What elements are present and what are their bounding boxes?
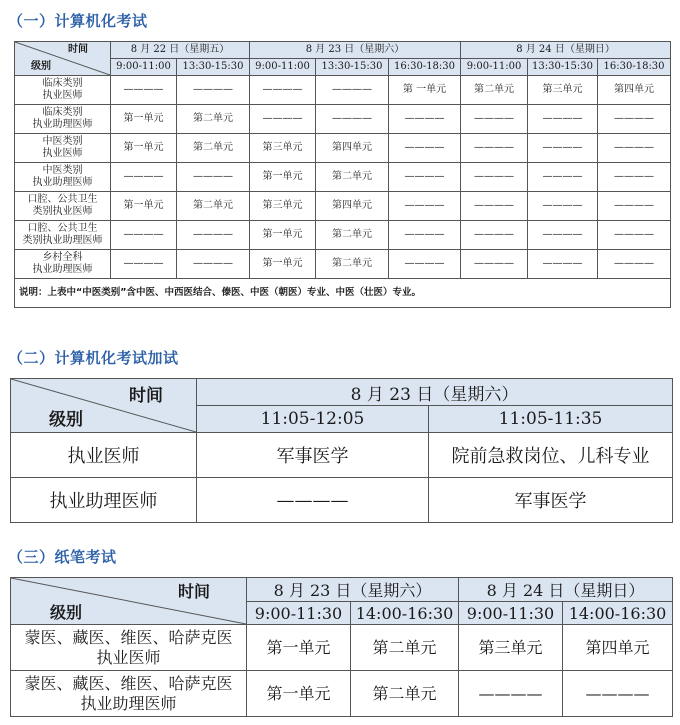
exam-cell: ———— bbox=[250, 105, 316, 134]
level-cell bbox=[15, 192, 111, 221]
exam-cell: ———— bbox=[563, 671, 673, 717]
exam-cell: 第二单元 bbox=[177, 105, 250, 134]
exam-cell: ———— bbox=[177, 76, 250, 105]
exam-cell: 第四单元 bbox=[598, 76, 671, 105]
level-cell bbox=[15, 163, 111, 192]
date-header: 8 月 24 日（星期日） bbox=[461, 42, 671, 59]
time-header: 16:30-18:30 bbox=[389, 59, 461, 76]
exam-cell: ———— bbox=[528, 105, 598, 134]
exam-cell: ———— bbox=[389, 192, 461, 221]
time-header: 13:30-15:30 bbox=[316, 59, 389, 76]
exam-cell: ———— bbox=[111, 163, 177, 192]
exam-cell: ———— bbox=[459, 671, 563, 717]
exam-cell: 第一单元 bbox=[250, 163, 316, 192]
level-line: 口腔、公共卫生 bbox=[27, 223, 98, 234]
exam-cell: 第四单元 bbox=[316, 134, 389, 163]
exam-cell: ———— bbox=[389, 250, 461, 279]
exam-cell: 第二单元 bbox=[351, 671, 459, 717]
level-cell bbox=[11, 671, 247, 717]
header-time: 时间 bbox=[129, 386, 163, 406]
exam-cell: ———— bbox=[389, 105, 461, 134]
section1-title: （一）计算机化考试 bbox=[8, 12, 148, 30]
exam-cell: ———— bbox=[389, 134, 461, 163]
exam-cell: ———— bbox=[316, 105, 389, 134]
level-line: 临床类别 bbox=[42, 78, 83, 89]
time-header: 9:00-11:30 bbox=[459, 602, 563, 625]
exam-cell: 第四单元 bbox=[316, 192, 389, 221]
exam-cell: 院前急救岗位、儿科专业 bbox=[429, 433, 673, 478]
exam-cell: ———— bbox=[316, 76, 389, 105]
exam-cell: ———— bbox=[461, 221, 528, 250]
exam-cell: ———— bbox=[461, 105, 528, 134]
time-header: 16:30-18:30 bbox=[598, 59, 671, 76]
exam-cell: ———— bbox=[250, 76, 316, 105]
level-line: 蒙医、藏医、维医、哈萨克医 bbox=[24, 627, 233, 647]
exam-cell: ———— bbox=[461, 192, 528, 221]
table-row bbox=[15, 134, 671, 163]
table-row bbox=[11, 671, 673, 717]
exam-cell: ———— bbox=[461, 134, 528, 163]
exam-cell: ———— bbox=[528, 250, 598, 279]
exam-cell: ———— bbox=[177, 221, 250, 250]
exam-cell: 第一单元 bbox=[111, 134, 177, 163]
time-header: 13:30-15:30 bbox=[177, 59, 250, 76]
date-header: 8 月 23 日（星期六） bbox=[197, 379, 673, 406]
exam-cell: ———— bbox=[598, 250, 671, 279]
level-line: 中医类别 bbox=[42, 136, 83, 147]
level-cell bbox=[15, 134, 111, 163]
time-header: 14:00-16:30 bbox=[563, 602, 673, 625]
date-header: 8 月 24 日（星期日） bbox=[459, 578, 673, 602]
time-header: 13:30-15:30 bbox=[528, 59, 598, 76]
exam-cell: 第一单元 bbox=[247, 671, 351, 717]
exam-cell: 第四单元 bbox=[563, 625, 673, 671]
exam-cell: ———— bbox=[389, 163, 461, 192]
level-line: 执业医师 bbox=[42, 90, 83, 101]
section3-title: （三）纸笔考试 bbox=[8, 548, 117, 566]
exam-cell: 第一单元 bbox=[250, 250, 316, 279]
exam-cell: 第二单元 bbox=[316, 250, 389, 279]
exam-cell: ———— bbox=[528, 134, 598, 163]
level-line: 临床类别 bbox=[42, 107, 83, 118]
exam-cell: ———— bbox=[598, 134, 671, 163]
time-header: 14:00-16:30 bbox=[351, 602, 459, 625]
computer-exam-table bbox=[14, 41, 671, 308]
level-cell: 执业医师 bbox=[11, 433, 197, 478]
time-header: 11:05-11:35 bbox=[429, 406, 673, 433]
exam-cell: ———— bbox=[461, 250, 528, 279]
table-row bbox=[15, 192, 671, 221]
exam-cell: 第 一单元 bbox=[389, 76, 461, 105]
exam-cell: 第二单元 bbox=[316, 221, 389, 250]
table-row bbox=[15, 76, 671, 105]
exam-cell: 第一单元 bbox=[250, 221, 316, 250]
paper-exam-table bbox=[10, 577, 673, 717]
table-note: 说明：上表中“中医类别”含中医、中西医结合、傣医、中医（朝医）专业、中医（壮医）专业。 bbox=[15, 279, 671, 308]
exam-cell: ———— bbox=[598, 221, 671, 250]
date-header: 8 月 22 日（星期五） bbox=[111, 42, 250, 59]
section2-title: （二）计算机化考试加试 bbox=[8, 349, 179, 367]
level-line: 执业助理医师 bbox=[32, 177, 93, 188]
level-cell: 执业助理医师 bbox=[11, 478, 197, 523]
header-level: 级别 bbox=[49, 410, 83, 430]
level-cell bbox=[11, 625, 247, 671]
diagonal-header bbox=[11, 578, 247, 625]
diagonal-header bbox=[11, 379, 197, 433]
exam-cell: 第二单元 bbox=[177, 192, 250, 221]
level-cell bbox=[15, 250, 111, 279]
level-cell bbox=[15, 105, 111, 134]
exam-cell: ———— bbox=[528, 163, 598, 192]
header-time: 时间 bbox=[68, 44, 88, 55]
time-header: 9:00-11:00 bbox=[461, 59, 528, 76]
level-line: 蒙医、藏医、维医、哈萨克医 bbox=[24, 673, 233, 693]
exam-cell: ———— bbox=[177, 250, 250, 279]
diagonal-header bbox=[15, 42, 111, 76]
time-header: 9:00-11:00 bbox=[111, 59, 177, 76]
exam-cell: 军事医学 bbox=[429, 478, 673, 523]
level-line: 执业助理医师 bbox=[32, 119, 93, 130]
header-level: 级别 bbox=[49, 603, 82, 622]
level-line: 执业助理医师 bbox=[32, 264, 93, 275]
level-line: 执业医师 bbox=[42, 148, 83, 159]
level-cell bbox=[15, 76, 111, 105]
exam-cell: 第一单元 bbox=[247, 625, 351, 671]
exam-cell: 军事医学 bbox=[197, 433, 429, 478]
level-line: 中医类别 bbox=[42, 165, 83, 176]
exam-cell: 第一单元 bbox=[111, 192, 177, 221]
date-header: 8 月 23 日（星期六） bbox=[247, 578, 459, 602]
level-line: 口腔、公共卫生 bbox=[27, 194, 98, 205]
exam-cell: 第二单元 bbox=[316, 163, 389, 192]
level-line: 类别执业医师 bbox=[32, 206, 93, 217]
level-cell bbox=[15, 221, 111, 250]
table-row bbox=[15, 221, 671, 250]
table-row bbox=[15, 250, 671, 279]
supplementary-exam-table bbox=[10, 378, 673, 523]
exam-cell: ———— bbox=[177, 163, 250, 192]
exam-cell: ———— bbox=[598, 105, 671, 134]
table-row bbox=[15, 163, 671, 192]
table-row bbox=[11, 625, 673, 671]
header-level: 级别 bbox=[31, 61, 51, 72]
table-row bbox=[15, 105, 671, 134]
exam-cell: ———— bbox=[111, 76, 177, 105]
exam-cell: ———— bbox=[598, 192, 671, 221]
exam-cell: ———— bbox=[197, 478, 429, 523]
header-time: 时间 bbox=[177, 582, 210, 601]
exam-cell: ———— bbox=[111, 221, 177, 250]
exam-cell: 第三单元 bbox=[250, 192, 316, 221]
exam-cell: 第三单元 bbox=[528, 76, 598, 105]
exam-cell: 第三单元 bbox=[250, 134, 316, 163]
date-header: 8 月 23 日（星期六） bbox=[250, 42, 461, 59]
exam-cell: 第二单元 bbox=[461, 76, 528, 105]
level-line: 类别执业助理医师 bbox=[22, 235, 103, 246]
exam-cell: ———— bbox=[528, 192, 598, 221]
exam-cell: ———— bbox=[111, 250, 177, 279]
exam-cell: ———— bbox=[461, 163, 528, 192]
exam-cell: ———— bbox=[389, 221, 461, 250]
level-line: 乡村全科 bbox=[42, 252, 83, 263]
level-line: 执业医师 bbox=[96, 647, 161, 667]
exam-cell: 第三单元 bbox=[459, 625, 563, 671]
exam-cell: ———— bbox=[598, 163, 671, 192]
exam-cell: 第一单元 bbox=[111, 105, 177, 134]
time-header: 9:00-11:00 bbox=[250, 59, 316, 76]
exam-cell: 第二单元 bbox=[351, 625, 459, 671]
exam-cell: ———— bbox=[528, 221, 598, 250]
time-header: 9:00-11:30 bbox=[247, 602, 351, 625]
exam-cell: 第二单元 bbox=[177, 134, 250, 163]
level-line: 执业助理医师 bbox=[80, 693, 177, 713]
time-header: 11:05-12:05 bbox=[197, 406, 429, 433]
